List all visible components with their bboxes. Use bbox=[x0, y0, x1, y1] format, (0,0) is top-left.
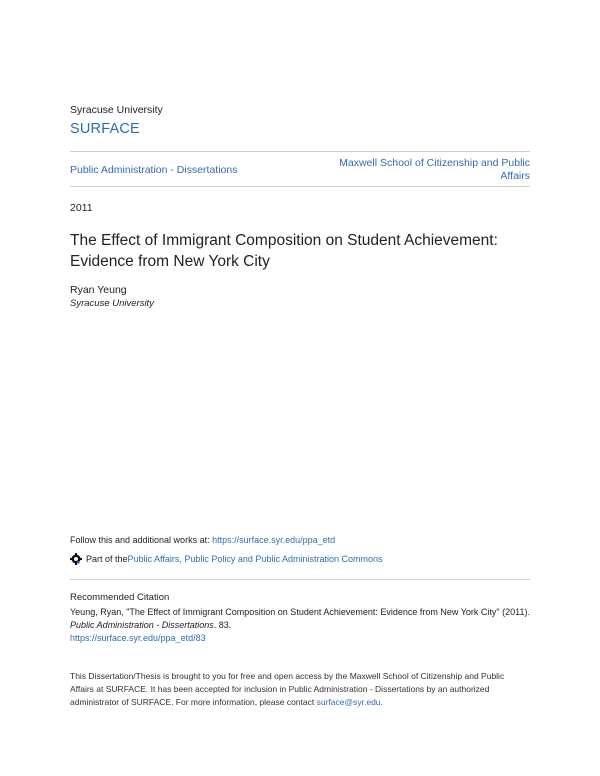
citation-text: Yeung, Ryan, "The Effect of Immigrant Composition on Student Achievement: Evidence from New York City" (2011). bbox=[70, 607, 530, 617]
header-top-divider bbox=[70, 151, 530, 152]
school-link[interactable]: Maxwell School of Citizenship and Public Affairs bbox=[339, 157, 530, 182]
institution-name: Syracuse University bbox=[70, 104, 163, 116]
collection-link[interactable]: Public Administration - Dissertations bbox=[70, 164, 238, 176]
disclaimer-text: This Dissertation/Thesis is brought to you for free and open access by the Maxwell School of Citizenship and Public Affairs at SURFACE. It has been accepted for inclusion in Public Administration - Dissertations by an authorized administrator of SURFACE. For more information, please contact bbox=[70, 671, 505, 707]
repository-link[interactable]: SURFACE bbox=[70, 121, 140, 137]
part-of-prefix: Part of the bbox=[86, 554, 128, 564]
author-name: Ryan Yeung bbox=[70, 284, 127, 296]
citation-series: Public Administration - Dissertations bbox=[70, 620, 214, 630]
page-title: The Effect of Immigrant Composition on Student Achievement: Evidence from New York City bbox=[70, 232, 498, 270]
follow-line bbox=[70, 535, 335, 545]
author-affiliation: Syracuse University bbox=[70, 298, 154, 309]
citation-body bbox=[70, 606, 530, 645]
part-of-line bbox=[70, 553, 382, 565]
citation-number: . 83. bbox=[213, 620, 232, 630]
citation-url-link[interactable]: https://surface.syr.edu/ppa_etd/83 bbox=[70, 633, 206, 643]
contact-email-link[interactable]: surface@syr.edu bbox=[316, 697, 381, 707]
disclaimer-end: . bbox=[380, 697, 383, 707]
follow-url-link[interactable]: https://surface.syr.edu/ppa_etd bbox=[212, 535, 336, 545]
citation-heading: Recommended Citation bbox=[70, 592, 170, 603]
follow-prefix: Follow this and additional works at: bbox=[70, 535, 213, 545]
header-bottom-divider bbox=[70, 186, 530, 187]
commons-link[interactable]: Public Affairs, Public Policy and Public Administration Commons bbox=[127, 554, 383, 564]
commons-gear-icon bbox=[70, 553, 82, 565]
publication-year: 2011 bbox=[70, 202, 93, 214]
citation-divider bbox=[70, 579, 530, 580]
access-disclaimer bbox=[70, 670, 530, 709]
